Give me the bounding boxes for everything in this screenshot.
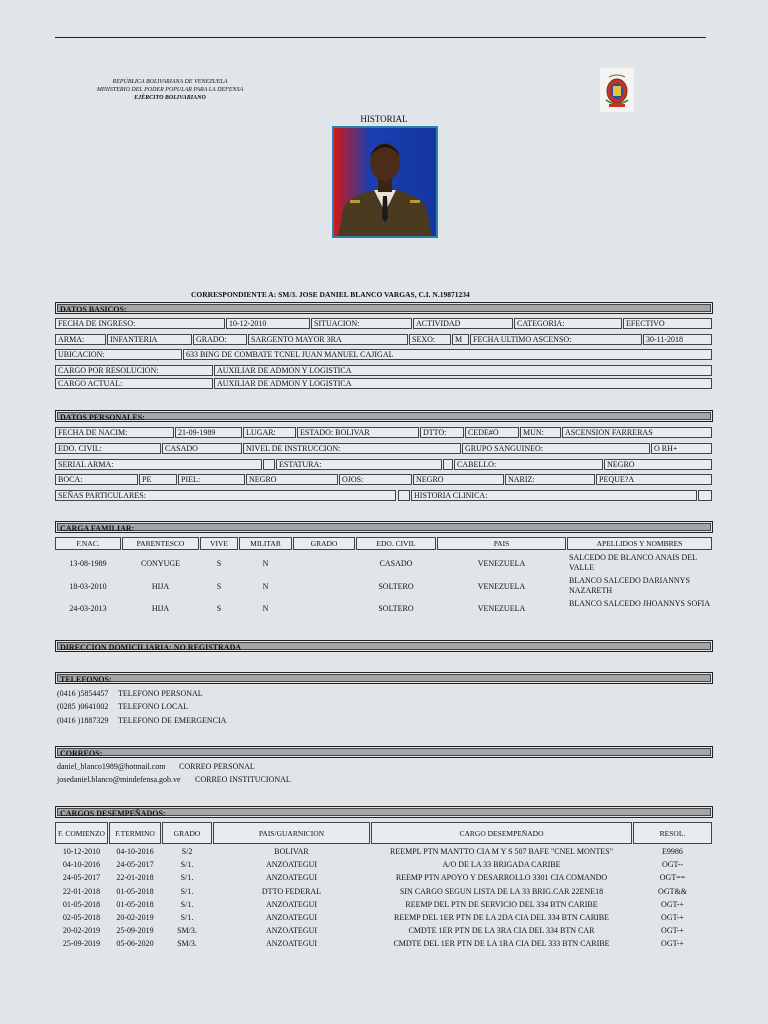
field-label: LUGAR:	[243, 427, 296, 438]
vive-cell: S	[216, 559, 222, 568]
field-label: MUN:	[520, 427, 561, 438]
fin-cell: 22-01-2018	[116, 873, 154, 883]
header-republic: REPÚBLICA BOLIVARIANA DE VENEZUELA	[112, 79, 228, 85]
pais-cell: ANZOATEGUI	[265, 926, 318, 936]
ini-cell: 20-02-2019	[62, 926, 101, 936]
fnac-cell: 18-03-2010	[69, 582, 107, 591]
vive-cell: S	[216, 604, 222, 613]
column-header: CARGO DESEMPEÑADO	[371, 822, 632, 844]
header-army: EJÉRCITO BOLIVARIANO	[134, 95, 206, 101]
nombre-cell: BLANCO SALCEDO DARIANNYS NAZARETH	[569, 576, 690, 595]
fin-cell: 01-05-2018	[116, 899, 154, 909]
email-address: josedaniel.blanco@mindefensa.gob.ve	[57, 775, 181, 784]
cabello-value: NEGRO	[604, 459, 712, 470]
nombre-cell: SALCEDO DE BLANCO ANAIS DEL VALLE	[569, 553, 697, 572]
field-label: DTTO:	[420, 427, 464, 438]
cargo-cell: REEMP DEL PTN DE SERVICIO DEL 334 BTN CARIBE	[405, 899, 598, 909]
field-label: PIEL:	[178, 474, 245, 485]
pais-cell: ANZOATEGUI	[265, 899, 318, 909]
column-header: MILITAR	[239, 537, 292, 550]
ubicacion-value: 633 BING DE COMBATE TCNEL JUAN MANUEL CAJIGAL	[183, 349, 712, 360]
grado-cell: S/1.	[180, 913, 194, 922]
grado-cell: S/1.	[180, 873, 194, 883]
column-header: PAIS/GUARNICION	[213, 822, 370, 844]
field-label: CARGO ACTUAL:	[55, 378, 213, 389]
ini-cell: 10-12-2010	[62, 847, 101, 856]
field-label: SITUACION:	[311, 318, 412, 329]
correspondiente-line: CORRESPONDIENTE A: SM/3. JOSE DANIEL BLANCO VARGAS, C.I. N.19871234	[191, 290, 470, 299]
column-header: F.TERMINO	[109, 822, 161, 844]
civil-cell: SOLTERO	[378, 604, 414, 613]
militar-cell: N	[262, 559, 269, 568]
pais-cell: ANZOATEGUI	[265, 860, 318, 870]
resol-cell: OGT-+	[661, 939, 684, 949]
resol-cell: OGT--	[661, 860, 684, 870]
civil-cell: CASADO	[379, 559, 413, 568]
section-title: DATOS PERSONALES:	[57, 412, 711, 420]
top-rule	[55, 37, 706, 38]
section-title: CARGOS DESEMPEÑADOS:	[57, 808, 711, 816]
field-label: ESTATURA:	[276, 459, 442, 470]
column-header: RESOL.	[633, 822, 712, 844]
field-label: BOCA:	[55, 474, 138, 485]
resol-cell: OGT-+	[661, 899, 684, 909]
vive-cell: S	[216, 582, 222, 591]
categoria-value: EFECTIVO	[623, 318, 712, 329]
document-title: HISTORIAL	[360, 114, 408, 124]
email-address: daniel_blanco1989@hotmail.com	[57, 762, 166, 771]
column-header: GRADO	[162, 822, 212, 844]
grado-cell: SM/3.	[177, 939, 197, 949]
cargo-actual-value: AUXILIAR DE ADMON Y LOGISTICA	[214, 378, 712, 389]
militar-cell: N	[262, 582, 269, 591]
field-label: ARMA:	[55, 334, 106, 345]
ini-cell: 22-01-2018	[62, 886, 101, 896]
cargo-cell: A/O DE LA 33 BRIGADA CARIBE	[442, 860, 561, 870]
parentesco-cell: HIJA	[151, 604, 170, 613]
resol-cell: OGT-+	[661, 926, 684, 936]
parentesco-cell: HIJA	[151, 582, 170, 591]
column-header: GRADO	[293, 537, 355, 550]
serial-value	[263, 459, 275, 470]
cargo-cell: REEMPL PTN MANTTO CIA M Y S 507 BAFE "CNEL MONTES"	[390, 847, 613, 856]
nombre-cell: BLANCO SALCEDO JHOANNYS SOFIA	[569, 599, 711, 608]
fecha-ingreso-value: 10-12-2010	[226, 318, 310, 329]
resol-cell: OGT-+	[661, 913, 684, 922]
grado-cell: S/1.	[180, 860, 194, 870]
ini-cell: 04-10-2016	[62, 860, 101, 870]
field-label: SEXO:	[409, 334, 451, 345]
grado-cell: SM/3.	[177, 926, 197, 936]
field-label: EDO. CIVIL:	[55, 443, 161, 454]
portrait-photo	[332, 126, 438, 238]
clinica-value	[698, 490, 712, 501]
pais-cell: VENEZUELA	[477, 582, 526, 591]
fin-cell: 24-05-2017	[116, 860, 154, 870]
field-label: OJOS:	[339, 474, 412, 485]
column-header: PARENTESCO	[122, 537, 199, 550]
column-header: F. COMIENZO	[55, 822, 108, 844]
ascenso-value: 30-11-2018	[643, 334, 712, 345]
field-label: GRUPO SANGUINEO:	[462, 443, 650, 454]
boca-value: PE	[139, 474, 177, 485]
dtto-value: CEDE#O	[465, 427, 519, 438]
pais-cell: ANZOATEGUI	[265, 913, 318, 922]
field-label: FECHA DE NACIM:	[55, 427, 174, 438]
piel-value: NEGRO	[246, 474, 338, 485]
section-title: CARGA FAMILIAR:	[57, 523, 711, 531]
field-label: NIVEL DE INSTRUCCION:	[243, 443, 461, 454]
pais-cell: VENEZUELA	[477, 604, 526, 613]
parentesco-cell: CONYUGE	[140, 559, 181, 568]
fin-cell: 01-05-2018	[116, 886, 154, 896]
sanguineo-value: O RH+	[651, 443, 712, 454]
fin-cell: 25-09-2019	[116, 926, 154, 936]
estatura-value	[443, 459, 453, 470]
ini-cell: 01-05-2018	[62, 899, 101, 909]
section-title: TELEFONOS:	[57, 674, 711, 682]
field-label: CABELLO:	[454, 459, 603, 470]
cargo-resolucion-value: AUXILIAR DE ADMON Y LOGISTICA	[214, 365, 712, 376]
civil-cell: SOLTERO	[378, 582, 414, 591]
civil-value: CASADO	[162, 443, 242, 454]
fnac-cell: 24-03-2013	[69, 604, 107, 613]
pais-cell: ANZOATEGUI	[265, 939, 318, 949]
phone-desc: TELEFONO PERSONAL	[118, 689, 203, 698]
nariz-value: PEQUE?A	[596, 474, 712, 485]
section-telefonos	[55, 672, 713, 684]
email-desc: CORREO INSTITUCIONAL	[195, 775, 291, 784]
phone-number: (0416 )5854457	[57, 689, 109, 698]
pais-cell: VENEZUELA	[477, 559, 526, 568]
field-label: FECHA DE INGRESO:	[55, 318, 225, 329]
ojos-value: NEGRO	[413, 474, 504, 485]
ini-cell: 02-05-2018	[62, 913, 101, 922]
section-cargos	[55, 806, 713, 818]
fin-cell: 04-10-2016	[116, 847, 154, 856]
email-desc: CORREO PERSONAL	[179, 762, 255, 771]
section-carga-familiar	[55, 521, 713, 533]
grado-cell: S/1.	[180, 886, 194, 896]
cargo-cell: REEMP DEL 1ER PTN DE LA 2DA CIA DEL 334 BTN CARIBE	[394, 913, 609, 922]
militar-cell: N	[262, 604, 269, 613]
column-header: F.NAC.	[55, 537, 121, 550]
pais-cell: BOLIVAR	[274, 847, 309, 856]
field-label: CATEGORIA:	[514, 318, 622, 329]
field-label: FECHA ULTIMO ASCENSO:	[470, 334, 642, 345]
column-header: PAIS	[437, 537, 566, 550]
cargo-cell: CMDTE 1ER PTN DE LA 3RA CIA DEL 334 BTN CAR	[408, 926, 595, 936]
estado-value: ESTADO: BOLIVAR	[297, 427, 419, 438]
column-header: APELLIDOS Y NOMBRES	[567, 537, 712, 550]
field-label: GRADO:	[193, 334, 247, 345]
column-header: VIVE	[200, 537, 238, 550]
section-direccion	[55, 640, 713, 652]
arma-value: INFANTERIA	[107, 334, 192, 345]
ini-cell: 24-05-2017	[62, 873, 101, 883]
field-label: UBICACION:	[55, 349, 182, 360]
pais-cell: DTTO FEDERAL	[261, 886, 322, 896]
pais-cell: ANZOATEGUI	[265, 873, 318, 883]
section-datos-personales	[55, 410, 713, 422]
field-label: NARIZ:	[505, 474, 595, 485]
mun-value: ASCENSION FARRERAS	[562, 427, 712, 438]
section-title: CORREOS:	[57, 748, 711, 756]
army-emblem-icon	[600, 68, 634, 112]
senas-value	[398, 490, 410, 501]
grado-cell: S/2	[181, 847, 193, 856]
field-label: SEÑAS PARTICULARES:	[55, 490, 396, 501]
field-label: HISTORIA CLINICA:	[411, 490, 697, 501]
grado-value: SARGENTO MAYOR 3RA	[248, 334, 408, 345]
cargo-cell: SIN CARGO SEGUN LISTA DE LA 33 BRIG.CAR 22ENE18	[399, 886, 604, 896]
fin-cell: 05-06-2020	[116, 939, 154, 949]
situacion-value: ACTIVIDAD	[413, 318, 513, 329]
column-header: EDO. CIVIL	[356, 537, 436, 550]
grado-cell: S/1.	[180, 899, 194, 909]
header-ministry: MINISTERIO DEL PODER POPULAR PARA LA DEFENSA	[96, 87, 244, 93]
phone-number: (0416 )1887329	[57, 716, 109, 725]
field-label: SERIAL ARMA:	[55, 459, 262, 470]
resol-cell: E9986	[662, 847, 683, 856]
sexo-value: M	[452, 334, 469, 345]
ini-cell: 25-09-2019	[62, 939, 101, 949]
section-title: DIRECCION DOMICILIARIA: NO REGISTRADA	[57, 642, 711, 650]
cargo-cell: CMDTE DEL 1ER PTN DE LA 1RA CIA DEL 333 BTN CARIBE	[393, 939, 610, 949]
phone-desc: TELEFONO LOCAL	[118, 702, 188, 711]
phone-desc: TELEFONO DE EMERGENCIA	[118, 716, 227, 725]
cargo-cell: REEMP PTN APOYO Y DESARROLLO 3301 CIA COMANDO	[395, 873, 608, 883]
field-label: CARGO POR RESOLUCION:	[55, 365, 213, 376]
section-datos-basicos	[55, 302, 713, 314]
section-correos	[55, 746, 713, 758]
phone-number: (0285 )0641002	[57, 702, 109, 711]
fnac-cell: 13-08-1989	[69, 559, 107, 568]
nacim-value: 21-09-1989	[175, 427, 242, 438]
section-title: DATOS BASICOS:	[57, 304, 711, 312]
resol-cell: OGT&&	[658, 886, 687, 896]
fin-cell: 20-02-2019	[116, 913, 154, 922]
resol-cell: OGT==	[659, 873, 686, 883]
